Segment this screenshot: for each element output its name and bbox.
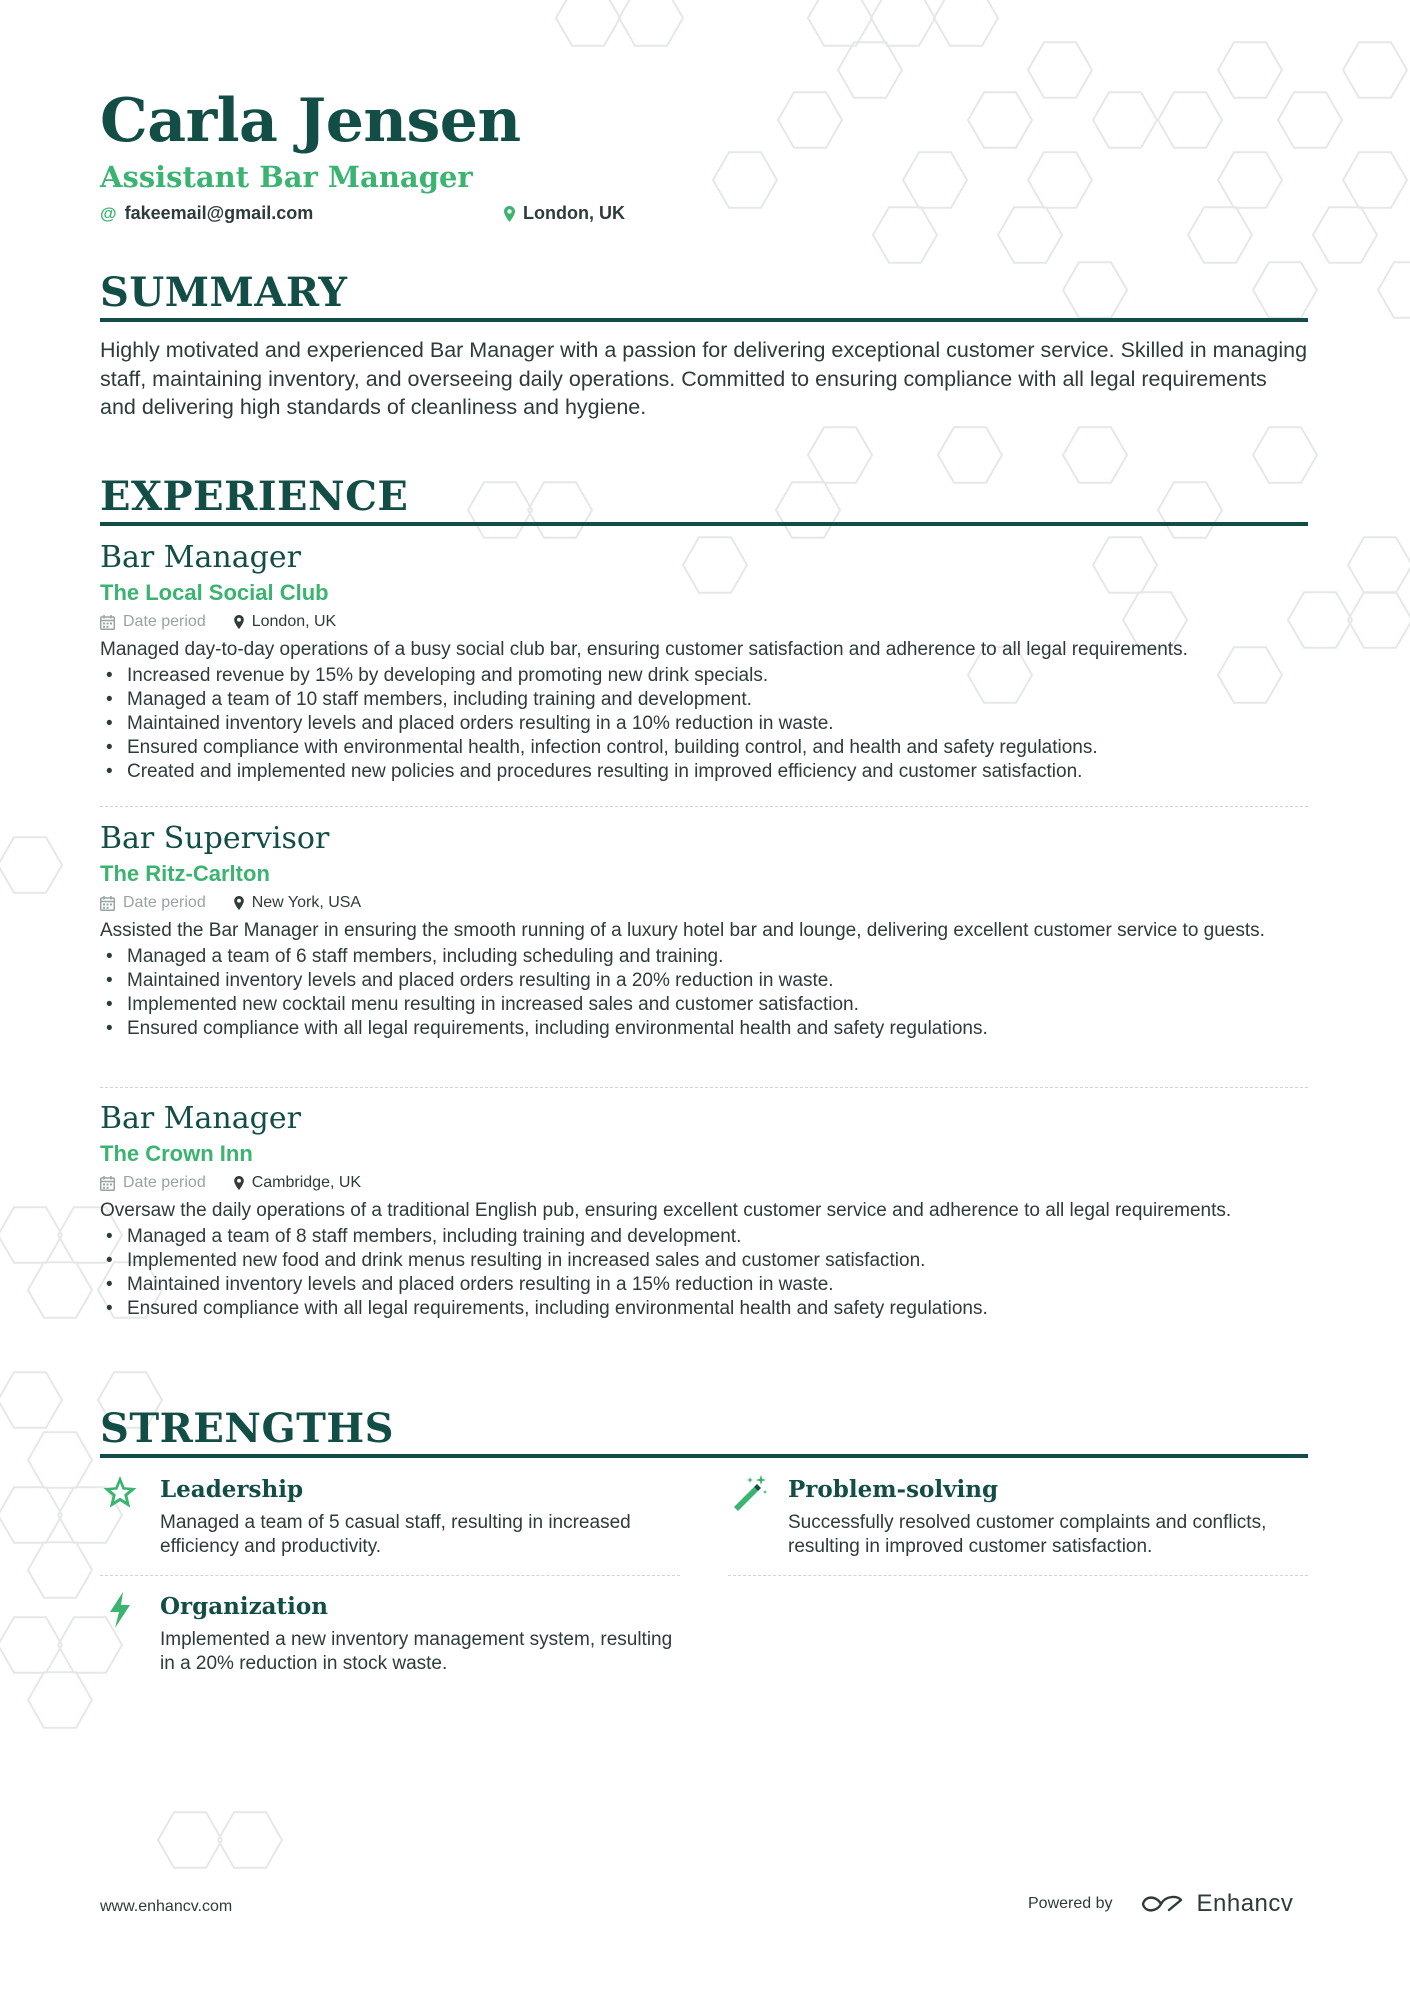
- job-meta: [100, 1171, 1308, 1195]
- hexagon-shape: [28, 1542, 92, 1597]
- job-location-text: New York, USA: [251, 894, 362, 911]
- star-icon: [100, 1473, 140, 1513]
- strength-description: Implemented a new inventory management system, resulting in a 20% reduction in stock waste.: [160, 1629, 673, 1674]
- hexagon-shape: [998, 207, 1062, 262]
- hexagon-shape: [873, 207, 937, 262]
- job-bullet: • Maintained inventory levels and placed orders resulting in a 10% reduction in waste.: [100, 712, 1308, 736]
- job-location-text: London, UK: [251, 613, 337, 630]
- hexagon-shape: [28, 1672, 92, 1727]
- hexagon-shape: [0, 1372, 62, 1427]
- enhancv-logo-icon: [1139, 1892, 1187, 1916]
- company-name: The Ritz-Carlton: [100, 861, 270, 886]
- hexagon-shape: [1028, 152, 1092, 207]
- hexagon-shape: [1278, 92, 1342, 147]
- hexagon-shape: [808, 0, 872, 46]
- lightning-icon: [100, 1590, 140, 1630]
- entry-divider: [100, 806, 1308, 807]
- strengths-heading: STRENGTHS: [100, 1406, 1308, 1458]
- job-meta: [100, 891, 1308, 915]
- job-bullet: • Maintained inventory levels and placed orders resulting in a 20% reduction in waste.: [100, 969, 1308, 993]
- job-description: Oversaw the daily operations of a traditional English pub, ensuring excellent customer service and adherence to all legal requirements.: [100, 1200, 1232, 1221]
- strength-divider: [728, 1575, 1308, 1576]
- experience-entry: [100, 540, 1308, 784]
- job-bullet: • Managed a team of 10 staff members, including training and development.: [100, 688, 1308, 712]
- experience-heading: EXPERIENCE: [100, 474, 1308, 526]
- job-location: [234, 1171, 361, 1195]
- contact-email[interactable]: [100, 203, 313, 224]
- job-title: Bar Manager: [100, 540, 301, 575]
- hexagon-shape: [871, 0, 935, 46]
- hexagon-shape: [1348, 537, 1410, 592]
- hexagon-shape: [0, 837, 62, 892]
- hexagon-shape: [1028, 42, 1092, 97]
- hexagon-shape: [1313, 207, 1377, 262]
- brand-name: Enhancv: [1196, 1890, 1294, 1917]
- job-bullet: • Managed a team of 6 staff members, including scheduling and training.: [100, 945, 1308, 969]
- hexagon-shape: [713, 152, 777, 207]
- calendar-icon: [100, 615, 115, 630]
- job-bullet: • Ensured compliance with environmental health, infection control, building control, and health and safety regulations.: [100, 736, 1308, 760]
- calendar-icon: [100, 1176, 115, 1191]
- strength-description: Successfully resolved customer complaints and conflicts, resulting in improved customer satisfaction.: [788, 1512, 1267, 1557]
- strength-title: Organization: [160, 1593, 328, 1620]
- summary-heading: SUMMARY: [100, 270, 1308, 322]
- hexagon-shape: [1093, 92, 1157, 147]
- job-bullet: • Increased revenue by 15% by developing and promoting new drink specials.: [100, 664, 1308, 688]
- job-bullets: [100, 945, 1308, 1041]
- candidate-name: Carla Jensen: [100, 86, 521, 156]
- job-description: Assisted the Bar Manager in ensuring the smooth running of a luxury hotel bar and lounge, delivering excellent customer service to guests.: [100, 920, 1265, 941]
- email-text: fakeemail@gmail.com: [124, 203, 314, 223]
- job-bullet: • Managed a team of 8 staff members, including training and development.: [100, 1225, 1308, 1249]
- hexagon-shape: [778, 92, 842, 147]
- powered-by-label: Powered by: [1028, 1895, 1113, 1912]
- hexagon-shape: [1218, 152, 1282, 207]
- hexagon-shape: [1343, 152, 1407, 207]
- strength-divider: [100, 1575, 680, 1576]
- job-title: Bar Supervisor: [100, 821, 330, 856]
- job-bullet: • Maintained inventory levels and placed orders resulting in a 15% reduction in waste.: [100, 1273, 1308, 1297]
- footer-powered-by[interactable]: [1028, 1890, 1293, 1918]
- job-bullet: • Ensured compliance with all legal requirements, including environmental health and safety regulations.: [100, 1017, 1308, 1041]
- location-pin-icon: [234, 1176, 244, 1190]
- job-date: [100, 1171, 206, 1195]
- job-bullet: • Implemented new cocktail menu resulting in increased sales and customer satisfaction.: [100, 993, 1308, 1017]
- strength-title: Leadership: [160, 1476, 304, 1503]
- job-bullet: • Ensured compliance with all legal requirements, including environmental health and safety regulations.: [100, 1297, 1308, 1321]
- location-pin-icon: [234, 896, 244, 910]
- location-text: London, UK: [523, 203, 625, 223]
- footer-website[interactable]: www.enhancv.com: [100, 1898, 233, 1915]
- job-date: [100, 891, 206, 915]
- hexagon-shape: [0, 1207, 62, 1262]
- job-location-text: Cambridge, UK: [251, 1174, 362, 1191]
- job-description: Managed day-to-day operations of a busy social club bar, ensuring customer satisfaction and adherence to all legal requirements.: [100, 639, 1188, 660]
- job-location: [234, 891, 361, 915]
- strength-title: Problem-solving: [788, 1476, 999, 1503]
- job-date-text: Date period: [123, 1174, 206, 1191]
- hexagon-shape: [0, 1617, 62, 1672]
- summary-text: Highly motivated and experienced Bar Manager with a passion for delivering exceptional customer service. Skilled in managing staff, maintaining inventory, and overseeing daily operations. Committed to ensuring compliance with all legal requirements and delivering high standards of cleanliness and hygiene.: [100, 338, 1308, 419]
- hexagon-shape: [0, 1487, 62, 1542]
- calendar-icon: [100, 896, 115, 911]
- hexagon-shape: [1343, 42, 1407, 97]
- hexagon-shape: [1188, 207, 1252, 262]
- hexagon-shape: [838, 42, 902, 97]
- hexagon-shape: [218, 1812, 282, 1867]
- location-pin-icon: [504, 206, 515, 222]
- job-bullet: • Implemented new food and drink menus resulting in increased sales and customer satisfaction.: [100, 1249, 1308, 1273]
- hexagon-shape: [158, 1812, 222, 1867]
- contact-location: [504, 203, 625, 224]
- company-name: The Crown Inn: [100, 1141, 253, 1166]
- company-name: The Local Social Club: [100, 580, 329, 605]
- experience-entry: [100, 1101, 1308, 1321]
- hexagon-shape: [1218, 42, 1282, 97]
- job-bullets: [100, 664, 1308, 784]
- hexagon-shape: [28, 1432, 92, 1487]
- job-bullet: • Created and implemented new policies and procedures resulting in improved efficiency and customer satisfaction.: [100, 760, 1308, 784]
- hexagon-shape: [28, 1262, 92, 1317]
- location-pin-icon: [234, 615, 244, 629]
- entry-divider: [100, 1087, 1308, 1088]
- job-location: [234, 610, 337, 634]
- hexagon-shape: [1158, 92, 1222, 147]
- hexagon-shape: [1348, 592, 1410, 647]
- job-meta: [100, 610, 1308, 634]
- experience-entry: [100, 821, 1308, 1041]
- job-title: Bar Manager: [100, 1101, 301, 1136]
- hexagon-shape: [1378, 262, 1410, 317]
- candidate-role: Assistant Bar Manager: [100, 160, 473, 194]
- hexagon-shape: [903, 152, 967, 207]
- hexagon-shape: [619, 0, 683, 46]
- job-date-text: Date period: [123, 613, 206, 630]
- job-date-text: Date period: [123, 894, 206, 911]
- at-icon: @: [100, 203, 117, 223]
- strength-description: Managed a team of 5 casual staff, resulting in increased efficiency and productivity.: [160, 1512, 631, 1557]
- magic-wand-icon: [728, 1473, 768, 1513]
- job-date: [100, 610, 206, 634]
- hexagon-shape: [934, 0, 998, 46]
- hexagon-shape: [556, 0, 620, 46]
- job-bullets: [100, 1225, 1308, 1321]
- hexagon-shape: [968, 92, 1032, 147]
